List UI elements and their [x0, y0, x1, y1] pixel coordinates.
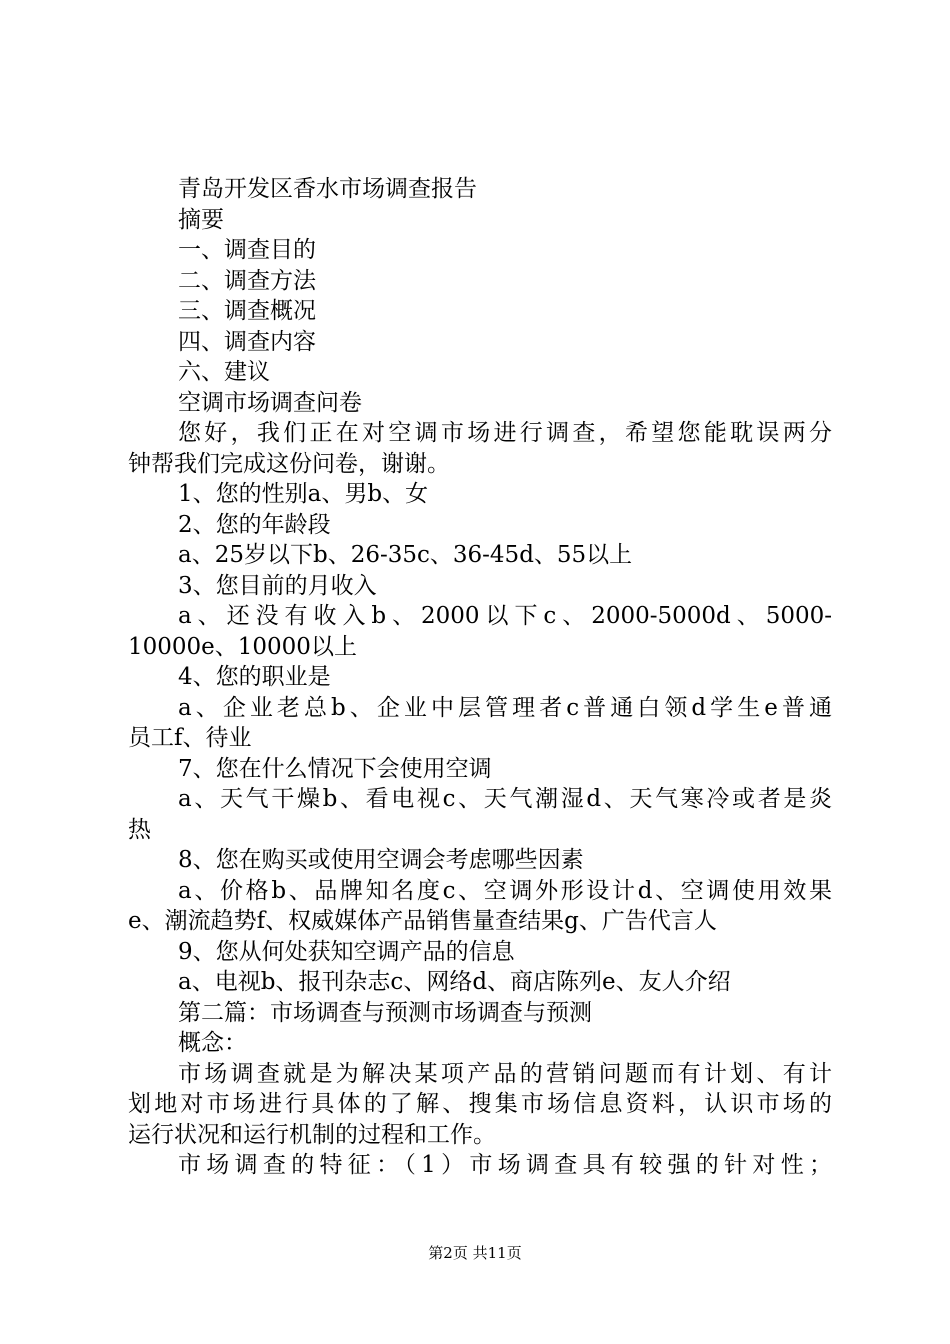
text-line: 青岛开发区香水市场调查报告 — [178, 176, 477, 202]
text-line: 钟帮我们完成这份问卷，谢谢。 — [128, 450, 450, 477]
text-line: 7、您在什么情况下会使用空调 — [178, 755, 492, 782]
text-line: 第二篇：市场调查与预测市场调查与预测 — [178, 999, 592, 1026]
text-line: 三、调查概况 — [178, 298, 316, 324]
text-line: 空调市场调查问卷 — [178, 389, 362, 416]
text-line: 六、建议 — [178, 359, 270, 385]
document-body — [128, 174, 832, 1181]
text-line: a、还没有收入b、2000以下c、2000-5000d、5000- — [178, 603, 832, 629]
text-line: 运行状况和运行机制的过程和工作。 — [128, 1121, 496, 1148]
text-line: 概念： — [178, 1030, 247, 1056]
text-line: 9、您从何处获知空调产品的信息 — [178, 938, 515, 965]
text-line: a、电视b、报刊杂志c、网络d、商店陈列e、友人介绍 — [178, 969, 731, 995]
text-line: 四、调查内容 — [178, 328, 316, 355]
text-line: 您好，我们正在对空调市场进行调查，希望您能耽误两分 — [178, 420, 832, 446]
text-line: a、价格b、品牌知名度c、空调外形设计d、空调使用效果 — [178, 877, 832, 904]
text-line: 4、您的职业是 — [178, 664, 331, 690]
text-line: a、企业老总b、企业中层管理者c普通白领d学生e普通 — [178, 694, 832, 721]
text-line: 8、您在购买或使用空调会考虑哪些因素 — [178, 847, 584, 873]
text-line: 员工f、待业 — [128, 725, 252, 751]
text-line: 热 — [128, 816, 151, 843]
text-line: 1、您的性别a、男b、女 — [178, 481, 429, 507]
text-line: 市场调查就是为解决某项产品的营销问题而有计划、有计 — [178, 1060, 832, 1087]
text-line: a、25岁以下b、26-35c、36-45d、55以上 — [178, 542, 633, 568]
text-line: 10000e、10000以上 — [128, 633, 357, 660]
text-line: 2、您的年龄段 — [178, 511, 331, 538]
page-footer: 第2页 共11页 — [428, 1244, 522, 1262]
text-line: 3、您目前的月收入 — [178, 572, 377, 599]
text-line: 一、调查目的 — [178, 237, 316, 263]
text-line: 划地对市场进行具体的了解、搜集市场信息资料，认识市场的 — [128, 1091, 832, 1117]
text-line: a、天气干燥b、看电视c、天气潮湿d、天气寒冷或者是炎 — [178, 786, 832, 812]
text-line: 二、调查方法 — [178, 267, 316, 294]
text-line: 摘要 — [178, 206, 224, 233]
text-line: e、潮流趋势f、权威媒体产品销售量查结果g、广告代言人 — [128, 908, 717, 934]
text-line: 市场调查的特征：（1）市场调查具有较强的针对性； — [178, 1152, 832, 1178]
